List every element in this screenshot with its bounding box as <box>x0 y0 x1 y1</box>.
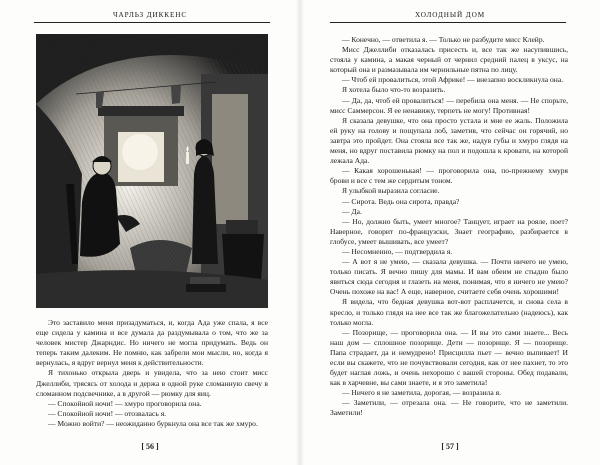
header-rule-left <box>34 22 270 23</box>
right-page-text <box>330 35 568 419</box>
paragraph: — Конечно, — ответила я. — Только не разбудите мисс Клейр. <box>342 35 545 44</box>
header-rule-right <box>330 22 566 23</box>
engraving-illustration <box>36 34 268 308</box>
engraving-illustration-drawing <box>36 34 268 308</box>
paragraph: — Но, должно быть, умеет многое? Танцует, играет на рояле, поет? Наверное, говорит по-французски, Знает географию, разбирается в глобусе, умеет вышивать, все умеет? <box>330 216 568 246</box>
paragraph: — Сирота. Ведь она сирота, правда? <box>342 196 460 206</box>
paragraph: — Позорище, — проговорила она. — И вы это сами знаете... Весь наш дом — сплошное позорище. Дети — позорище. Я — позорище. Папа страдает, да и немудрено! Присцилла пьет — вечно выпивает! И если вы скажете, что не почувствовали сегодня, как от нее пахнет, то это будет наглая ложь, и очень нехорошо с вашей стороны. Обед подавали, как в харчевне, вы сами знаете, и я это заметила! <box>330 327 568 388</box>
paragraph: — Да. <box>342 206 362 216</box>
paragraph: — Да, да, чтоб ей провалиться! — перебила она меня. — Не спорьте, мисс Саммерсон. Я ее ненавижу, терпеть не могу! Противная! <box>330 95 568 115</box>
paragraph: Я хотела было что-то возразить. <box>342 85 446 95</box>
running-head-right: ХОЛОДНЫЙ ДОМ <box>415 11 485 19</box>
paragraph: Мисс Джеллиби отказалась присесть и, все так же насупившись, стояла у камина, а макая черный от чернил средний палец в уксус, на который она и размазывала им чернильные пятна по лицу. <box>330 45 568 75</box>
paragraph: — Спокойной ночи! — хмуро проговорила она. <box>48 398 202 408</box>
paragraph: — Какая хорошенькая! — проговорила она, по-прежнему хмуря брови и все с тем же сердитым тоном. <box>330 166 568 186</box>
right-page <box>300 0 600 465</box>
left-page-text <box>36 318 268 429</box>
paragraph: Я видела, что бедная девушка вот-вот расплачется, и снова села в кресло, и только глядя на нее все так же благожелательно (надеюсь), как только могла. <box>330 297 568 327</box>
page-number-left: [ 56 ] <box>141 442 159 451</box>
page-number-right: [ 57 ] <box>441 442 459 451</box>
paragraph: Я тихонько открыла дверь и увидела, что за нею стоит мисс Джеллиби, трясясь от холода и держа в одной руке сломанную свечу в сломанном подсвечнике, а в другой — рюмку для яиц. <box>36 368 268 398</box>
paragraph: — Чтоб ей провалиться, этой Африке! — внезапно воскликнула она. <box>342 75 564 85</box>
paragraph: — Ничего я не заметила, дорогая, — возразила я. <box>342 388 502 398</box>
paragraph: — А вот я не умею, — сказала девушка. — Почти ничего не умею, только писать. Я вечно пишу для мамы. И вам обеим не стыдно было явиться сюда сегодня и глазеть на меня, понимая, что я ничего не умею? Очень похоже на вас! А еще, наверное, считаете себя очень хорошими! <box>330 257 568 297</box>
paragraph: — Спокойной ночи! — отозвалась я. <box>48 408 167 418</box>
paragraph: — Несомненно, — подтвердила я. <box>342 246 453 256</box>
paragraph: Я сказала девушке, что она просто устала и мне ее жаль. Положила ей руку на голову и пощупала лоб, заметив, что сейчас он горячий, но завтра это пройдет. Она стояла все так же, надув губы и хмуро глядя на меня, но вдруг поставила рюмку на пол и подошла к кровати, на которой лежала Ада. <box>330 115 568 166</box>
paragraph: — Можно войти? — неожиданно буркнула она все так же хмуро. <box>48 418 258 428</box>
paragraph: Это заставило меня призадуматься, и, когда Ада уже спала, я все еще сидела у камина и все думала да раздумывала о том, что же за человек мистер Джарндис. Но ничего не могла придумать. Ведь он теперь таким далеким. Не помню, как забрели мои мысли, но, когда я вернулась, я вдруг вернул меня к действительности. <box>36 318 268 368</box>
paragraph: Я улыбкой выразила согласие. <box>342 186 440 196</box>
running-head-left: ЧАРЛЬЗ ДИККЕНС <box>112 11 188 19</box>
paragraph: — Заметили, — отрезала она. — Не говорите, что не заметили. Заметили! <box>330 398 568 418</box>
